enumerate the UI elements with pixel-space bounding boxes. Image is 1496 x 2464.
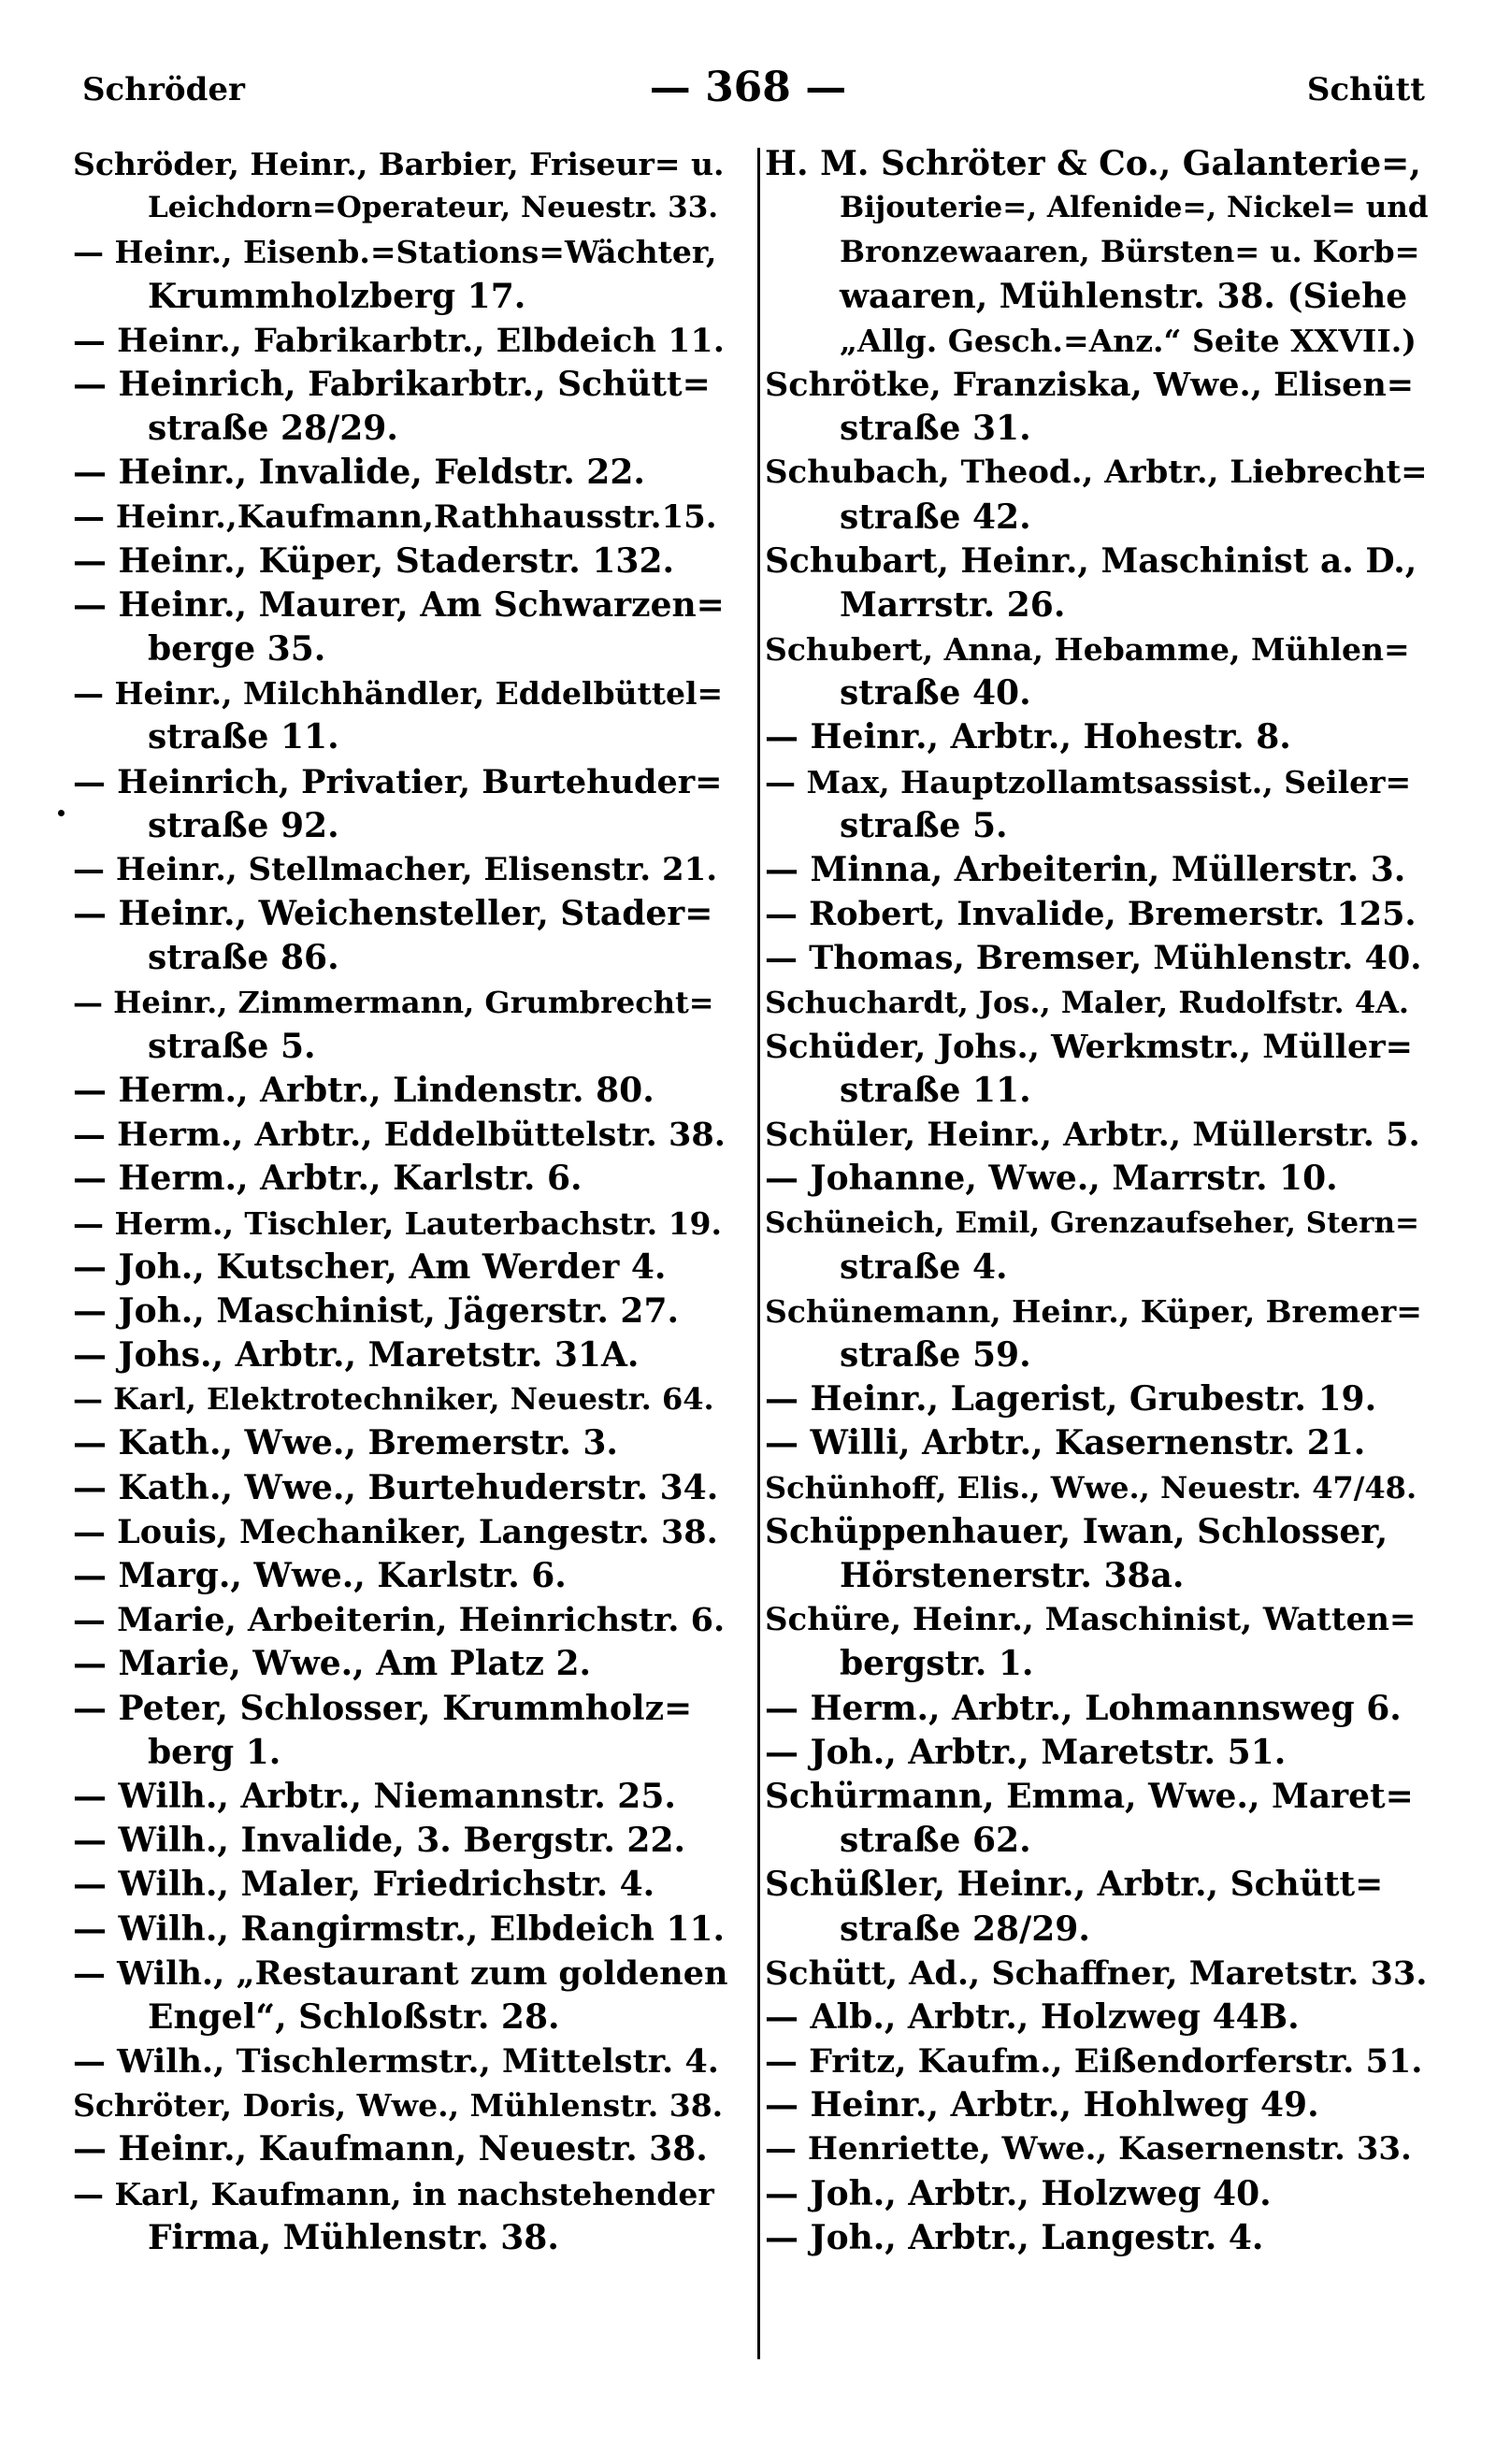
directory-line: — Joh., Arbtr., Langestr. 4. bbox=[765, 2217, 1264, 2257]
directory-line: — Minna, Arbeiterin, Müllerstr. 3. bbox=[765, 850, 1406, 889]
directory-line: Schrötke, Franziska, Wwe., Elisen= bbox=[765, 365, 1415, 404]
directory-line: — Heinr., Lagerist, Grubestr. 19. bbox=[765, 1379, 1377, 1419]
margin-dot bbox=[58, 810, 65, 816]
directory-line: straße 28/29. bbox=[840, 1909, 1090, 1949]
directory-line: straße 4. bbox=[840, 1246, 1008, 1287]
column-divider bbox=[757, 148, 760, 2359]
page-number: — 368 — bbox=[649, 64, 847, 111]
directory-line: Firma, Mühlenstr. 38. bbox=[148, 2217, 559, 2257]
directory-line: Bronzewaaren, Bürsten= u. Korb= bbox=[840, 234, 1420, 270]
directory-line: straße 42. bbox=[840, 497, 1031, 537]
directory-line: — Heinrich, Fabrikarbtr., Schütt= bbox=[73, 364, 711, 404]
directory-line: — Heinr., Maurer, Am Schwarzen= bbox=[73, 584, 725, 625]
directory-line: berge 35. bbox=[148, 629, 326, 670]
directory-line: — Heinr., Zimmermann, Grumbrecht= bbox=[73, 984, 714, 1020]
directory-line: straße 59. bbox=[840, 1335, 1031, 1376]
directory-line: — Kath., Wwe., Burtehuderstr. 34. bbox=[73, 1467, 719, 1507]
page-header bbox=[0, 64, 1496, 120]
directory-line: Schütt, Ad., Schaffner, Maretstr. 33. bbox=[765, 1953, 1428, 1993]
directory-line: Schüder, Johs., Werkmstr., Müller= bbox=[765, 1027, 1414, 1066]
directory-line: straße 62. bbox=[840, 1821, 1031, 1861]
directory-line: — Johanne, Wwe., Marrstr. 10. bbox=[765, 1159, 1338, 1199]
directory-line: berg 1. bbox=[148, 1732, 281, 1772]
directory-line: — Wilh., Rangirmstr., Elbdeich 11. bbox=[73, 1909, 726, 1949]
directory-line: — Heinr., Arbtr., Hohestr. 8. bbox=[765, 717, 1291, 757]
directory-line: — Kath., Wwe., Bremerstr. 3. bbox=[73, 1423, 618, 1463]
directory-line: straße 5. bbox=[840, 805, 1008, 845]
running-head-right: Schütt bbox=[1306, 71, 1425, 108]
directory-line: — Karl, Elektrotechniker, Neuestr. 64. bbox=[73, 1381, 714, 1418]
directory-line: straße 11. bbox=[148, 717, 339, 757]
directory-line: straße 28/29. bbox=[148, 409, 398, 449]
directory-line: Krummholzberg 17. bbox=[148, 276, 526, 316]
directory-line: Schubach, Theod., Arbtr., Liebrecht= bbox=[765, 454, 1428, 492]
directory-line: — Marg., Wwe., Karlstr. 6. bbox=[73, 1556, 567, 1595]
directory-line: — Heinr., Küper, Staderstr. 132. bbox=[73, 540, 675, 581]
directory-line: — Alb., Arbtr., Holzweg 44B. bbox=[765, 1996, 1300, 2037]
directory-line: Schröder, Heinr., Barbier, Friseur= u. bbox=[73, 146, 725, 182]
running-head-left: Schröder bbox=[82, 71, 245, 108]
directory-line: — Heinr., Fabrikarbtr., Elbdeich 11. bbox=[73, 321, 725, 360]
directory-line: — Wilh., Invalide, 3. Bergstr. 22. bbox=[73, 1821, 686, 1861]
directory-line: — Herm., Arbtr., Karlstr. 6. bbox=[73, 1159, 583, 1199]
directory-line: — Louis, Mechaniker, Langestr. 38. bbox=[73, 1512, 718, 1551]
directory-line: Leichdorn=Operateur, Neuestr. 33. bbox=[148, 191, 719, 225]
directory-line: — Heinr., Kaufmann, Neuestr. 38. bbox=[73, 2129, 708, 2169]
directory-line: — Joh., Maschinist, Jägerstr. 27. bbox=[73, 1290, 680, 1331]
directory-line: — Karl, Kaufmann, in nachstehender bbox=[73, 2175, 714, 2212]
directory-line: „Allg. Gesch.=Anz.“ Seite XXVII.) bbox=[840, 322, 1417, 359]
directory-line: straße 40. bbox=[840, 673, 1031, 713]
directory-line: — Herm., Arbtr., Lindenstr. 80. bbox=[73, 1070, 654, 1110]
directory-line: straße 31. bbox=[840, 409, 1031, 449]
directory-line: — Marie, Wwe., Am Platz 2. bbox=[73, 1644, 592, 1684]
directory-line: Schubert, Anna, Hebamme, Mühlen= bbox=[765, 631, 1410, 669]
directory-line: — Willi, Arbtr., Kasernenstr. 21. bbox=[765, 1423, 1366, 1463]
directory-line: Schüler, Heinr., Arbtr., Müllerstr. 5. bbox=[765, 1116, 1420, 1155]
directory-line: — Heinrich, Privatier, Burtehuder= bbox=[73, 762, 723, 801]
directory-line: Schürmann, Emma, Wwe., Maret= bbox=[765, 1776, 1414, 1816]
directory-line: — Robert, Invalide, Bremerstr. 125. bbox=[765, 895, 1417, 934]
directory-line: Engel“, Schloßstr. 28. bbox=[148, 1996, 560, 2037]
directory-line: — Wilh., „Restaurant zum goldenen bbox=[73, 1953, 727, 1993]
directory-line: — Heinr., Weichensteller, Stader= bbox=[73, 894, 713, 934]
directory-line: H. M. Schröter & Co., Galanterie=, bbox=[765, 144, 1421, 183]
directory-line: — Thomas, Bremser, Mühlenstr. 40. bbox=[765, 939, 1422, 978]
directory-line: straße 92. bbox=[148, 805, 339, 845]
directory-line: Schünemann, Heinr., Küper, Bremer= bbox=[765, 1292, 1422, 1330]
right-column bbox=[765, 142, 1429, 2260]
directory-line: — Heinr., Arbtr., Hohlweg 49. bbox=[765, 2085, 1319, 2125]
directory-line: — Marie, Arbeiterin, Heinrichstr. 6. bbox=[73, 1601, 726, 1640]
directory-line: — Heinr., Milchhändler, Eddelbüttel= bbox=[73, 675, 724, 713]
directory-line: Schüneich, Emil, Grenzaufseher, Stern= bbox=[765, 1205, 1419, 1240]
directory-line: straße 5. bbox=[148, 1026, 316, 1066]
directory-line: Schüppenhauer, Iwan, Schlosser, bbox=[765, 1511, 1388, 1551]
directory-line: — Fritz, Kaufm., Eißendorferstr. 51. bbox=[765, 2042, 1423, 2082]
directory-line: — Herm., Arbtr., Eddelbüttelstr. 38. bbox=[73, 1116, 726, 1155]
directory-line: — Wilh., Arbtr., Niemannstr. 25. bbox=[73, 1776, 676, 1816]
directory-line: Schubart, Heinr., Maschinist a. D., bbox=[765, 540, 1417, 581]
directory-line: Schüßler, Heinr., Arbtr., Schütt= bbox=[765, 1865, 1384, 1905]
directory-line: Marrstr. 26. bbox=[840, 584, 1066, 625]
directory-line: — Max, Hauptzollamtsassist., Seiler= bbox=[765, 763, 1412, 800]
directory-line: Schröter, Doris, Wwe., Mühlenstr. 38. bbox=[73, 2087, 724, 2125]
left-column bbox=[73, 142, 727, 2260]
directory-line: straße 86. bbox=[148, 938, 339, 978]
directory-line: — Joh., Kutscher, Am Werder 4. bbox=[73, 1246, 667, 1287]
directory-line: — Wilh., Tischlermstr., Mittelstr. 4. bbox=[73, 2042, 719, 2082]
directory-line: — Johs., Arbtr., Maretstr. 31A. bbox=[73, 1335, 640, 1376]
directory-line: — Heinr., Eisenb.=Stations=Wächter, bbox=[73, 234, 717, 271]
directory-line: — Joh., Arbtr., Maretstr. 51. bbox=[765, 1732, 1287, 1772]
directory-line: — Herm., Tischler, Lauterbachstr. 19. bbox=[73, 1204, 722, 1242]
directory-line: — Herm., Arbtr., Lohmannsweg 6. bbox=[765, 1688, 1402, 1728]
directory-line: Hörstenerstr. 38a. bbox=[840, 1556, 1185, 1595]
directory-line: straße 11. bbox=[840, 1070, 1031, 1110]
directory-line: — Joh., Arbtr., Holzweg 40. bbox=[765, 2173, 1272, 2213]
directory-line: waaren, Mühlenstr. 38. (Siehe bbox=[840, 276, 1408, 316]
directory-line: bergstr. 1. bbox=[840, 1644, 1034, 1684]
directory-line: Schünhoff, Elis., Wwe., Neuestr. 47/48. bbox=[765, 1469, 1417, 1506]
directory-line: — Henriette, Wwe., Kasernenstr. 33. bbox=[765, 2130, 1412, 2169]
directory-line: Bijouterie=, Alfenide=, Nickel= und bbox=[840, 191, 1429, 225]
directory-line: Schüre, Heinr., Maschinist, Watten= bbox=[765, 1601, 1417, 1639]
directory-line: Schuchardt, Jos., Maler, Rudolfstr. 4A. bbox=[765, 984, 1410, 1020]
directory-line: — Peter, Schlosser, Krummholz= bbox=[73, 1688, 693, 1728]
directory-line: — Wilh., Maler, Friedrichstr. 4. bbox=[73, 1865, 655, 1905]
directory-line: — Heinr., Stellmacher, Elisenstr. 21. bbox=[73, 851, 718, 888]
directory-line: — Heinr.,Kaufmann,Rathhausstr.15. bbox=[73, 497, 717, 536]
directory-line: — Heinr., Invalide, Feldstr. 22. bbox=[73, 453, 645, 493]
